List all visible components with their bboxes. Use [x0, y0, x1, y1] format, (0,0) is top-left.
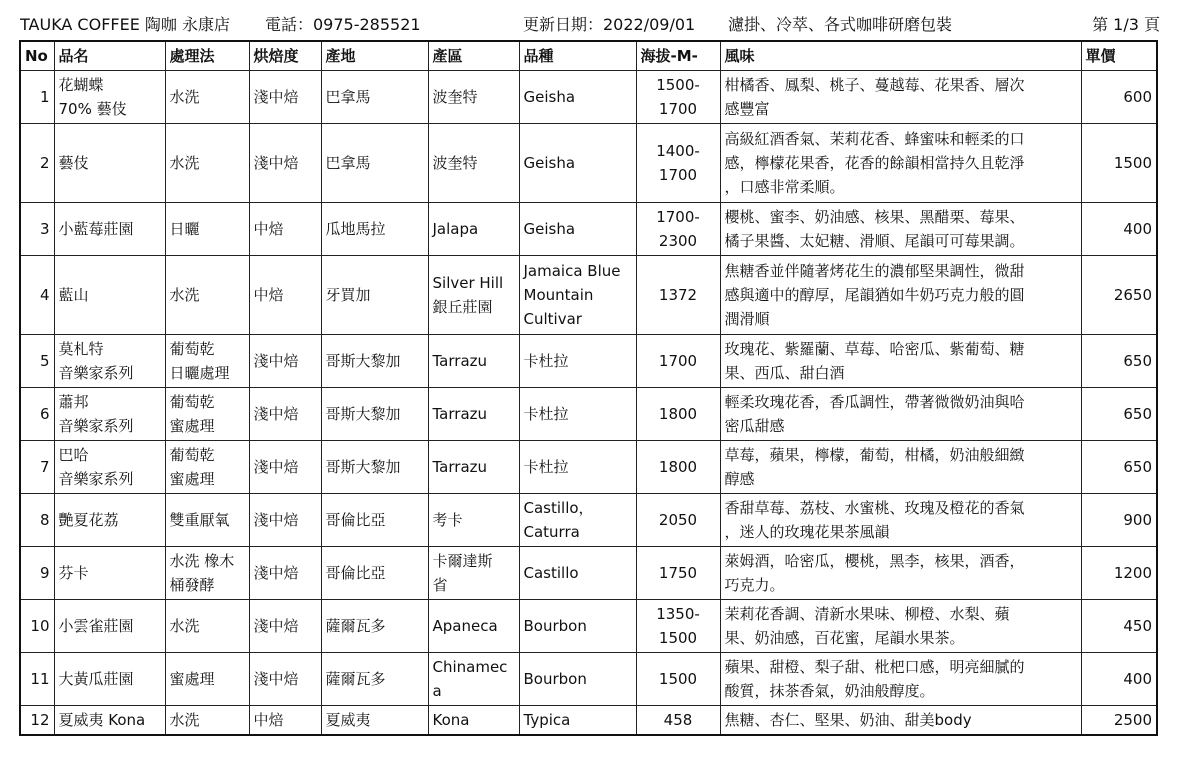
- process-method: 日曬: [165, 203, 249, 256]
- coffee-name: 藝伎: [54, 124, 165, 203]
- unit-price: 2500: [1081, 706, 1157, 736]
- origin-region: Tarrazu: [428, 388, 519, 441]
- row-number: 8: [20, 494, 54, 547]
- shop-name: TAUKA COFFEE 陶咖 永康店: [20, 15, 230, 34]
- origin-region: Silver Hill 銀丘莊園: [428, 256, 519, 335]
- table-row: [20, 124, 1157, 203]
- origin-region: 卡爾達斯 省: [428, 547, 519, 600]
- coffee-variety: Geisha: [519, 124, 636, 203]
- altitude: 1800: [636, 441, 720, 494]
- roast-level: 淺中焙: [249, 600, 321, 653]
- altitude: 1500- 1700: [636, 71, 720, 124]
- column-header-altitude: 海拔-M-: [636, 41, 720, 71]
- roast-level: 中焙: [249, 203, 321, 256]
- table-row: [20, 335, 1157, 388]
- process-method: 水洗: [165, 256, 249, 335]
- process-method: 水洗 橡木 桶發酵: [165, 547, 249, 600]
- table-row: [20, 388, 1157, 441]
- column-header-roast: 烘焙度: [249, 41, 321, 71]
- altitude: 2050: [636, 494, 720, 547]
- origin-country: 哥斯大黎加: [321, 441, 428, 494]
- flavor-notes: 焦糖、杏仁、堅果、奶油、甜美body: [720, 706, 1081, 736]
- header: [20, 12, 1160, 38]
- row-number: 10: [20, 600, 54, 653]
- coffee-name: 小雲雀莊園: [54, 600, 165, 653]
- unit-price: 600: [1081, 71, 1157, 124]
- table-header-row: [20, 41, 1157, 71]
- row-number: 11: [20, 653, 54, 706]
- row-number: 6: [20, 388, 54, 441]
- unit-price: 400: [1081, 653, 1157, 706]
- unit-price: 2650: [1081, 256, 1157, 335]
- flavor-notes: 輕柔玫瑰花香，香瓜調性，帶著微微奶油與哈 密瓜甜感: [720, 388, 1081, 441]
- service-description: 濾掛、冷萃、各式咖啡研磨包裝: [728, 15, 953, 34]
- table-row: [20, 547, 1157, 600]
- column-header-no: No: [20, 41, 54, 71]
- row-number: 1: [20, 71, 54, 124]
- unit-price: 900: [1081, 494, 1157, 547]
- roast-level: 淺中焙: [249, 388, 321, 441]
- coffee-name: 芬卡: [54, 547, 165, 600]
- process-method: 葡萄乾 蜜處理: [165, 441, 249, 494]
- coffee-variety: Castillo: [519, 547, 636, 600]
- origin-region: 考卡: [428, 494, 519, 547]
- origin-region: Kona: [428, 706, 519, 736]
- coffee-name: 藍山: [54, 256, 165, 335]
- row-number: 12: [20, 706, 54, 736]
- process-method: 水洗: [165, 124, 249, 203]
- coffee-name: 莫札特 音樂家系列: [54, 335, 165, 388]
- process-method: 水洗: [165, 600, 249, 653]
- coffee-variety: Bourbon: [519, 653, 636, 706]
- coffee-name: 花蝴蝶 70% 藝伎: [54, 71, 165, 124]
- process-method: 葡萄乾 日曬處理: [165, 335, 249, 388]
- row-number: 5: [20, 335, 54, 388]
- origin-country: 薩爾瓦多: [321, 600, 428, 653]
- table-row: [20, 441, 1157, 494]
- origin-country: 牙買加: [321, 256, 428, 335]
- page-number: 第 1/3 頁: [1092, 15, 1160, 34]
- roast-level: 淺中焙: [249, 547, 321, 600]
- origin-country: 巴拿馬: [321, 71, 428, 124]
- row-number: 2: [20, 124, 54, 203]
- table-row: [20, 256, 1157, 335]
- altitude: 458: [636, 706, 720, 736]
- origin-country: 巴拿馬: [321, 124, 428, 203]
- flavor-notes: 萊姆酒，哈密瓜，櫻桃，黑李，核果，酒香， 巧克力。: [720, 547, 1081, 600]
- process-method: 雙重厭氧: [165, 494, 249, 547]
- flavor-notes: 柑橘香、鳳梨、桃子、蔓越莓、花果香、層次 感豐富: [720, 71, 1081, 124]
- coffee-name: 夏威夷 Kona: [54, 706, 165, 736]
- phone-number: 電話：0975-285521: [265, 15, 421, 34]
- origin-country: 薩爾瓦多: [321, 653, 428, 706]
- origin-region: Tarrazu: [428, 335, 519, 388]
- flavor-notes: 草莓，蘋果，檸檬，葡萄，柑橘，奶油般細緻 醇感: [720, 441, 1081, 494]
- roast-level: 淺中焙: [249, 494, 321, 547]
- coffee-variety: Typica: [519, 706, 636, 736]
- flavor-notes: 高級紅酒香氣、茉莉花香、蜂蜜味和輕柔的口 感，檸檬花果香，花香的餘韻相當持久且乾淨 ，口感非常柔順。: [720, 124, 1081, 203]
- column-header-price: 單價: [1081, 41, 1157, 71]
- column-header-variety: 品種: [519, 41, 636, 71]
- altitude: 1700- 2300: [636, 203, 720, 256]
- column-header-region: 產區: [428, 41, 519, 71]
- coffee-variety: Geisha: [519, 203, 636, 256]
- coffee-variety: 卡杜拉: [519, 335, 636, 388]
- altitude: 1700: [636, 335, 720, 388]
- altitude: 1350- 1500: [636, 600, 720, 653]
- coffee-name: 大黃瓜莊園: [54, 653, 165, 706]
- coffee-name: 小藍莓莊園: [54, 203, 165, 256]
- origin-region: Chinamec a: [428, 653, 519, 706]
- unit-price: 650: [1081, 441, 1157, 494]
- flavor-notes: 玫瑰花、紫羅蘭、草莓、哈密瓜、紫葡萄、糖 果、西瓜、甜白酒: [720, 335, 1081, 388]
- row-number: 4: [20, 256, 54, 335]
- row-number: 3: [20, 203, 54, 256]
- table-row: [20, 494, 1157, 547]
- unit-price: 650: [1081, 335, 1157, 388]
- origin-region: Apaneca: [428, 600, 519, 653]
- origin-country: 哥斯大黎加: [321, 388, 428, 441]
- coffee-variety: 卡杜拉: [519, 441, 636, 494]
- coffee-name: 蕭邦 音樂家系列: [54, 388, 165, 441]
- flavor-notes: 香甜草莓、荔枝、水蜜桃、玫瑰及橙花的香氣 ，迷人的玫瑰花果茶風韻: [720, 494, 1081, 547]
- altitude: 1750: [636, 547, 720, 600]
- process-method: 蜜處理: [165, 653, 249, 706]
- origin-region: Tarrazu: [428, 441, 519, 494]
- flavor-notes: 蘋果、甜橙、梨子甜、枇杷口感，明亮細膩的 酸質，抹茶香氣，奶油般醇度。: [720, 653, 1081, 706]
- flavor-notes: 焦糖香並伴隨著烤花生的濃郁堅果調性，微甜 感與適中的醇厚，尾韻猶如牛奶巧克力般的圓 潤滑順: [720, 256, 1081, 335]
- origin-region: Jalapa: [428, 203, 519, 256]
- coffee-name: 艷夏花荔: [54, 494, 165, 547]
- table-row: [20, 71, 1157, 124]
- coffee-variety: 卡杜拉: [519, 388, 636, 441]
- coffee-name: 巴哈 音樂家系列: [54, 441, 165, 494]
- flavor-notes: 茉莉花香調、清新水果味、柳橙、水梨、蘋 果、奶油感，百花蜜，尾韻水果茶。: [720, 600, 1081, 653]
- table-row: [20, 706, 1157, 736]
- origin-region: 波奎特: [428, 124, 519, 203]
- process-method: 水洗: [165, 71, 249, 124]
- coffee-variety: Jamaica Blue Mountain Cultivar: [519, 256, 636, 335]
- update-date: 更新日期：2022/09/01: [523, 15, 696, 34]
- process-method: 水洗: [165, 706, 249, 736]
- column-header-flavor: 風味: [720, 41, 1081, 71]
- origin-country: 哥斯大黎加: [321, 335, 428, 388]
- row-number: 9: [20, 547, 54, 600]
- origin-country: 瓜地馬拉: [321, 203, 428, 256]
- column-header-process: 處理法: [165, 41, 249, 71]
- coffee-variety: Bourbon: [519, 600, 636, 653]
- coffee-variety: Geisha: [519, 71, 636, 124]
- altitude: 1500: [636, 653, 720, 706]
- row-number: 7: [20, 441, 54, 494]
- unit-price: 650: [1081, 388, 1157, 441]
- coffee-price-table: [19, 40, 1158, 736]
- table-row: [20, 600, 1157, 653]
- process-method: 葡萄乾 蜜處理: [165, 388, 249, 441]
- table-row: [20, 203, 1157, 256]
- roast-level: 中焙: [249, 256, 321, 335]
- column-header-origin: 產地: [321, 41, 428, 71]
- roast-level: 淺中焙: [249, 71, 321, 124]
- origin-country: 哥倫比亞: [321, 494, 428, 547]
- altitude: 1800: [636, 388, 720, 441]
- table-row: [20, 653, 1157, 706]
- roast-level: 淺中焙: [249, 441, 321, 494]
- roast-level: 中焙: [249, 706, 321, 736]
- unit-price: 1500: [1081, 124, 1157, 203]
- unit-price: 1200: [1081, 547, 1157, 600]
- coffee-variety: Castillo， Caturra: [519, 494, 636, 547]
- altitude: 1372: [636, 256, 720, 335]
- origin-country: 哥倫比亞: [321, 547, 428, 600]
- flavor-notes: 櫻桃、蜜李、奶油感、核果、黑醋栗、莓果、 橘子果醬、太妃糖、滑順、尾韻可可莓果調。: [720, 203, 1081, 256]
- origin-region: 波奎特: [428, 71, 519, 124]
- roast-level: 淺中焙: [249, 124, 321, 203]
- roast-level: 淺中焙: [249, 335, 321, 388]
- origin-country: 夏威夷: [321, 706, 428, 736]
- unit-price: 450: [1081, 600, 1157, 653]
- altitude: 1400- 1700: [636, 124, 720, 203]
- roast-level: 淺中焙: [249, 653, 321, 706]
- unit-price: 400: [1081, 203, 1157, 256]
- column-header-name: 品名: [54, 41, 165, 71]
- table-body: [20, 71, 1157, 736]
